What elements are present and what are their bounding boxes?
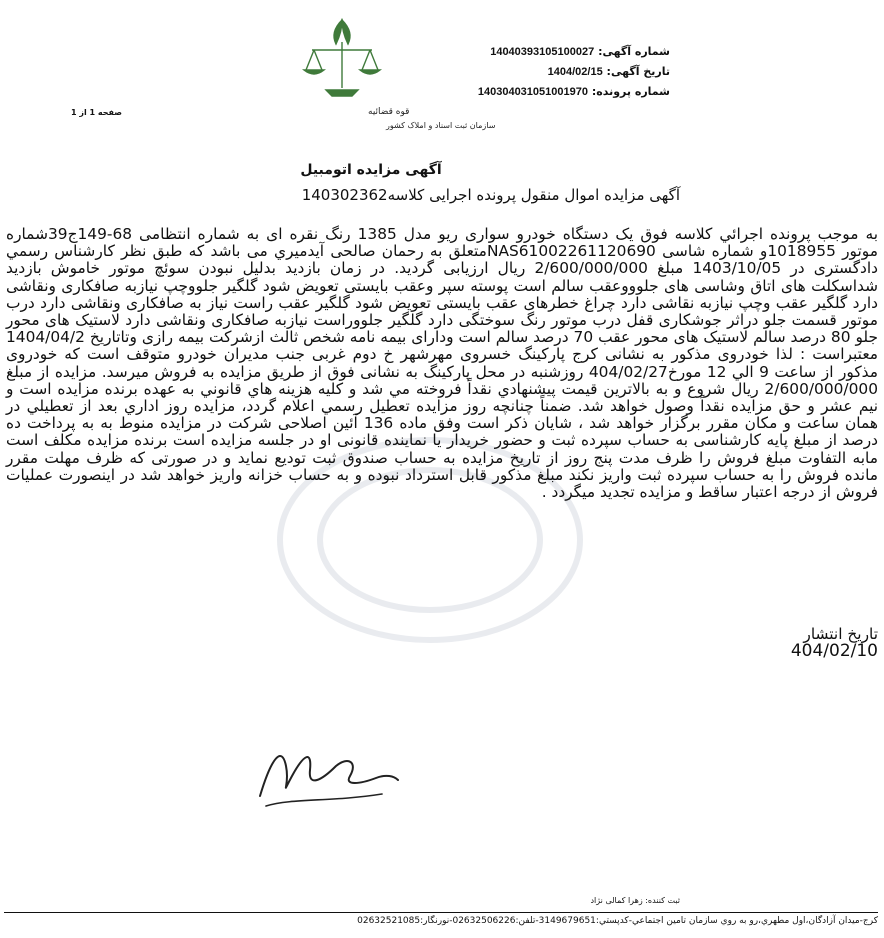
registrar-name: زهرا کمالی نژاد (590, 896, 643, 905)
ad-number-row (440, 42, 670, 62)
notice-meta (440, 42, 670, 102)
ad-date-value: 1404/02/15 (547, 66, 603, 78)
ad-number-value: 14040393105100027 (490, 46, 595, 58)
ad-number-label: شماره آگهی: (598, 45, 670, 58)
emblem-caption-1: قوه قضائیه (368, 107, 410, 117)
registrar-line (500, 896, 680, 905)
file-number-label: شماره پرونده: (591, 85, 670, 98)
page-indicator: صفحه 1 از 1 (71, 108, 122, 117)
publish-date-value: 404/02/10 (790, 641, 878, 661)
file-number-row (440, 82, 670, 102)
footer-address: کرج-میدان آزادگان،اول مطهري،رو به روي سازمان تامين اجتماعي-کدپستي:3149679651-تلفن:02632506226-نورنگار:02632521085 (357, 916, 878, 926)
publish-date-label: تاریخ انتشار (803, 625, 878, 643)
notice-subtitle: آگهی مزایده اموال منقول پرونده اجرایی کلاسه140302362 (301, 186, 680, 204)
notice-body: به موجب پرونده اجرائي کلاسه فوق یک دستگاه خودرو سواری ریو مدل 1385 رنگ نقره ای به شماره انتظامی 68-149ج39شماره موتور 1018955و شماره شاسی NAS61002261120690متعلق به رحمان صالحی آيدميري می باشد که طبق نظر کارشناس رسمي دادگستری در 1403/10/05 مبلغ 2/600/000/000 ريال ارزيابی گرديد. در زمان بازدید بدلیل نبودن سوئچ موتور خاموش بازدید شداسکلت های اتاق وشاسی های جلوووعقب سالم است پوسته سپر وعقب بایستی تعویض شود گلگیر جلووچپ نیازبه صافکاری ونقاشی دارد گلگیر عقب وچپ نیازبه نقاشی دارد چراغ خطرهای عقب بایستی تعویض شود گلگیر عقب راست نیاز به صافکاری ونقاشی دارد درب موتور قسمت جلو دراثر جوشکاری قفل درب موتور رنگ سوختگی دارد گلگیر جلووراست نیازبه صافکاری ونقاشی دارد لاستیک های محور جلو 80 درصد سالم لاستیک های محور عقب 70 درصد سالم است ودارای بیمه نامه شخص ثالث ازشرکت بیمه رازی وتاتاریخ 1404/04/2 معتبراست : لذا خودروی مذکور به نشانی کرج پارکینگ خسروی مهرشهر خ دوم غربی جنب مدیران خودرو متوقف است که خودروی مذکور از ساعت 9 الي 12 مورخ404/02/27 روزشنبه در محل پارکینگ به نشانی فوق از طریق مزایده به فروش میرسد. مزايده از مبلغ 2/600/000/000 ريال شروع و به بالاترين قيمت پيشنهادي نقداً فروخته مي شد و کليه هزينه هاي قانوني به عهده برنده مزايده است و نيم عشر و حق مزايده نقداً وصول خواهد شد. ضمناً چنانچه روز مزايده تعطيل رسمي اعلام گردد، مزايده روز اداري بعد از تعطيلي در همان ساعت و مکان مقرر برگزار خواهد شد ، شايان ذکر است وفق ماده 136 آئين اصلاحی شرکت در مزايده منوط به به پرداخت ده درصد از مبلغ پايه کارشناسی به حساب سپرده ثبت و حضور خريدار يا نماينده قانونی او در جلسه مزايده است برنده مزايده مکلف است مابه التفاوت مبلغ فروش را ظرف مدت پنج روز از تاریخ مزایده به حساب صندوق ثبت توديع نمايد و در صورتی که ظرف مهلت مقرر مانده فروش را به حساب سپرده ثبت واريز نکند مبلغ مذکور قابل استرداد نبوده و به حساب خزانه واريز خواهد شد در اينصورت عمليات فروش از درجه اعتبار ساقط و مزايده تجديد ميگردد . (6, 225, 879, 502)
ad-date-row (440, 62, 670, 82)
footer-divider (4, 912, 878, 913)
registrar-label: ثبت کننده: (645, 896, 680, 905)
ad-date-label: تاریخ آگهی: (606, 65, 670, 78)
publish-date-line (400, 626, 878, 660)
notice-title: آگهی مزایده اتومبیل (300, 162, 442, 178)
signature-mark (252, 736, 402, 816)
judiciary-emblem (282, 14, 496, 134)
emblem-caption-2: سازمان ثبت اسناد و املاک کشور (386, 121, 496, 130)
file-number-value: 140304031051001970 (477, 86, 588, 98)
